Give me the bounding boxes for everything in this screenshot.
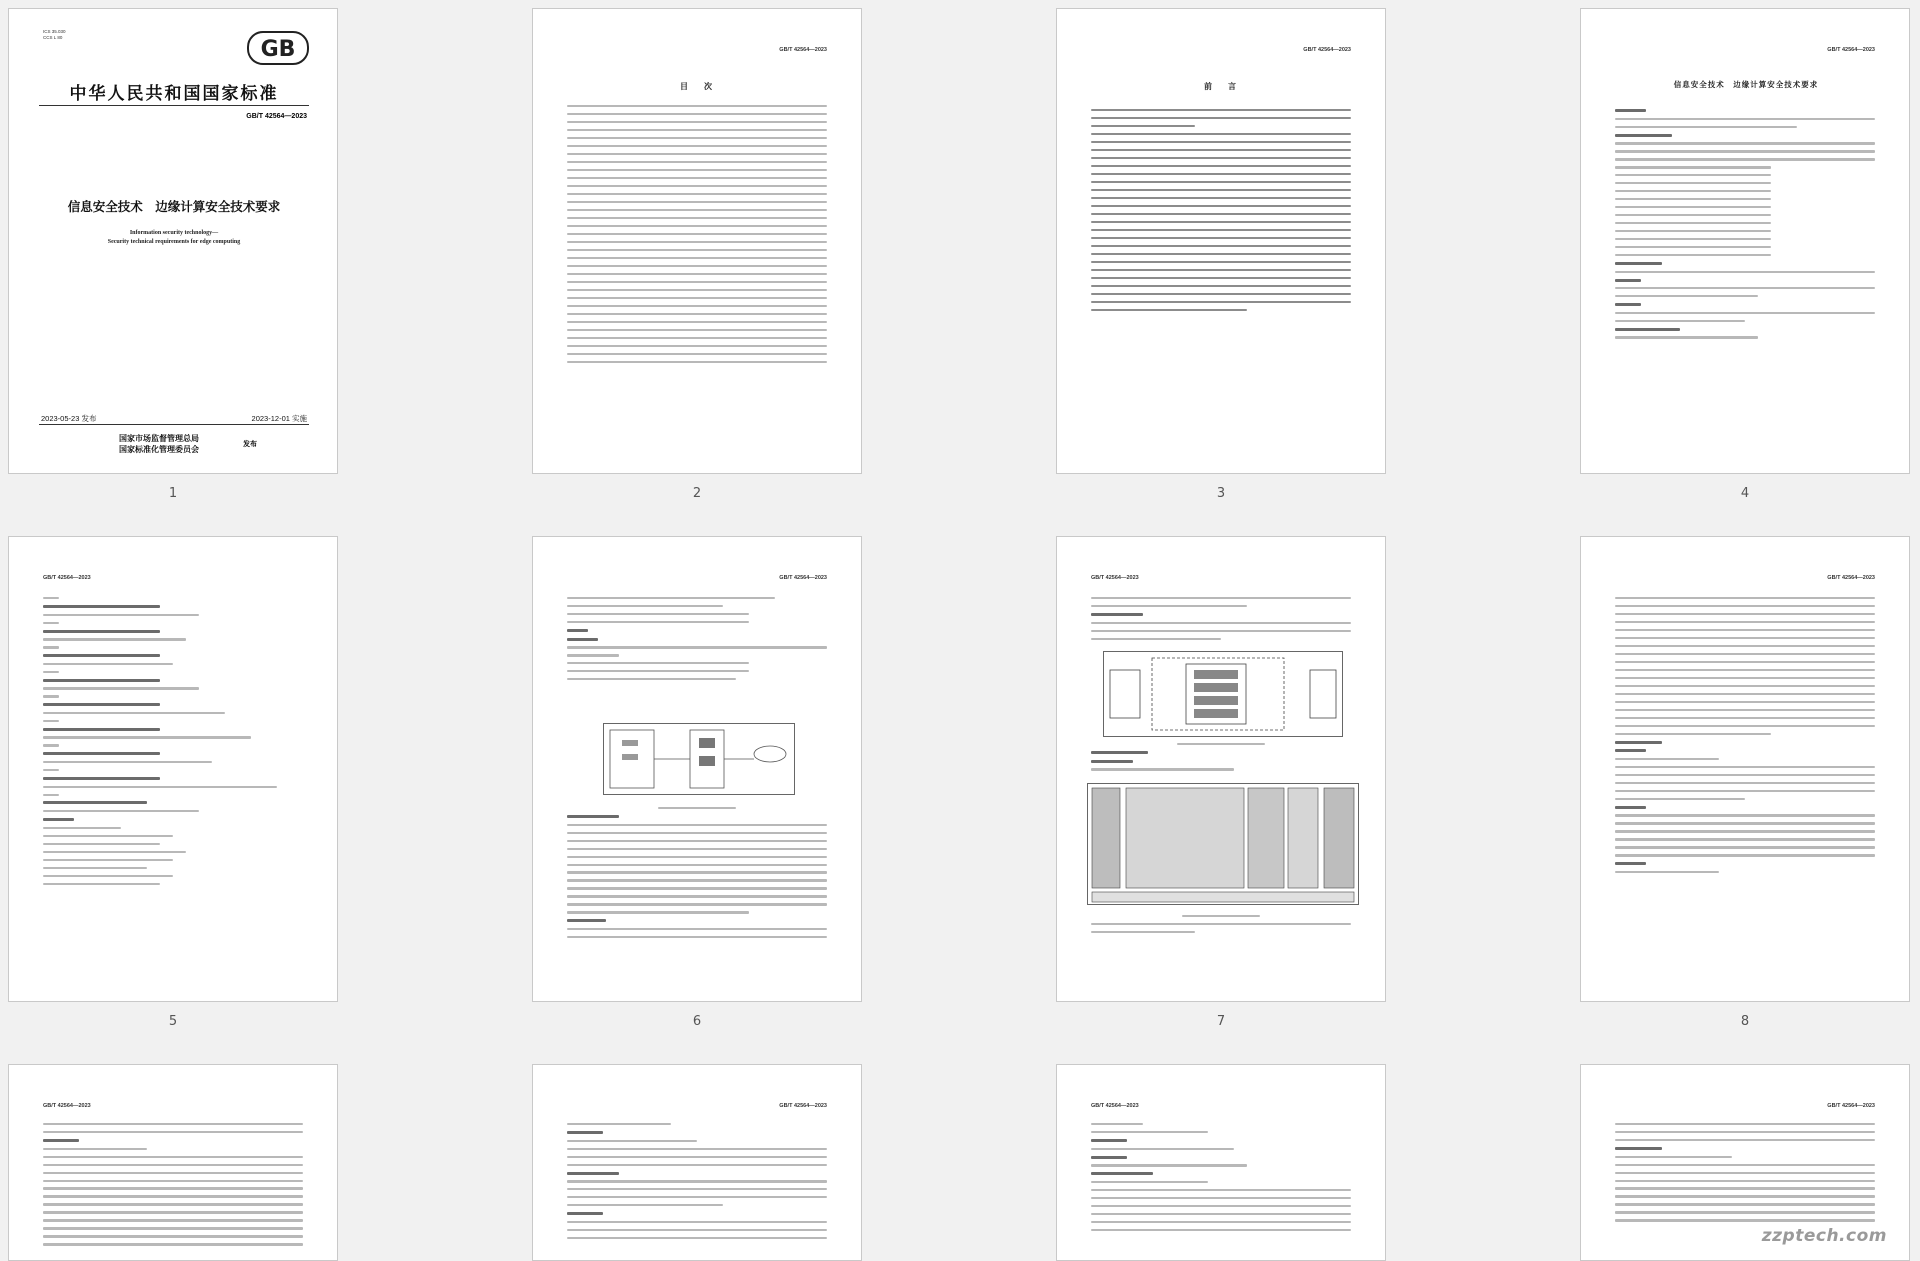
cover-rule-bottom — [39, 424, 309, 425]
svg-text:GB: GB — [260, 37, 296, 62]
page-header-code: GB/T 42564—2023 — [1091, 575, 1139, 581]
framework-lines-mid — [1091, 743, 1351, 776]
watermark: zzptech.com — [1761, 1226, 1887, 1246]
page-number: 8 — [1740, 1014, 1750, 1029]
toc-title: 目 次 — [680, 81, 716, 91]
page-header-code: GB/T 42564—2023 — [43, 1103, 91, 1109]
page-header-code: GB/T 42564—2023 — [1827, 575, 1875, 581]
national-standard-title: 中华人民共和国国家标准 — [69, 84, 279, 104]
page-thumbnail[interactable] — [1056, 1064, 1386, 1261]
page-lines — [43, 1123, 303, 1251]
implement-date: 2023-12-01 实施 — [251, 414, 307, 423]
page-number: 3 — [1216, 486, 1226, 501]
framework-lines-bottom — [1091, 915, 1351, 939]
publish-suffix: 发布 — [243, 439, 257, 448]
overview-lines-top — [567, 597, 827, 686]
gb-logo-icon — [247, 31, 309, 65]
protection-scope-diagram — [1103, 651, 1343, 737]
page-thumbnail[interactable] — [1580, 8, 1910, 474]
page-lines — [1091, 1123, 1351, 1237]
page-thumbnail[interactable] — [532, 8, 862, 474]
publishers: 国家市场监督管理总局 国家标准化管理委员会 — [119, 433, 199, 454]
page-thumbnail[interactable] — [532, 536, 862, 1002]
standard-title-en: Information security technology— Security technical requirements for edge computing — [107, 230, 241, 245]
page-header-code: GB/T 42564—2023 — [1091, 1103, 1139, 1109]
page-thumbnail[interactable] — [8, 536, 338, 1002]
page-thumbnail[interactable] — [1580, 1064, 1910, 1261]
page-thumbnail[interactable] — [8, 1064, 338, 1261]
page-title: 信息安全技术 边缘计算安全技术要求 — [1673, 80, 1819, 89]
publish-date: 2023-05-23 发布 — [41, 414, 97, 423]
architecture-diagram — [603, 723, 795, 795]
page-number: 5 — [168, 1014, 178, 1029]
preface-lines — [1091, 109, 1351, 317]
page-number: 2 — [692, 486, 702, 501]
scope-lines — [1615, 109, 1875, 344]
page-header-code: GB/T 42564—2023 — [779, 47, 827, 53]
requirements-lines — [1615, 597, 1875, 879]
cover-classification: ICS 35.030 CCS L 80 — [43, 29, 66, 40]
framework-lines-top — [1091, 597, 1351, 646]
page-thumbnail[interactable] — [1580, 536, 1910, 1002]
overview-lines-bottom — [567, 807, 827, 944]
page-thumbnail[interactable] — [1056, 8, 1386, 474]
terms-lines — [43, 597, 303, 891]
page-number: 6 — [692, 1014, 702, 1029]
page-thumbnail[interactable] — [532, 1064, 862, 1261]
standard-code: GB/T 42564—2023 — [246, 113, 307, 120]
page-header-code: GB/T 42564—2023 — [43, 575, 91, 581]
page-header-code: GB/T 42564—2023 — [779, 1103, 827, 1109]
security-framework-diagram — [1087, 783, 1359, 905]
page-header-code: GB/T 42564—2023 — [1303, 47, 1351, 53]
page-lines — [567, 1123, 827, 1245]
page-number: 4 — [1740, 486, 1750, 501]
cover-rule-top — [39, 105, 309, 106]
page-header-code: GB/T 42564—2023 — [1827, 47, 1875, 53]
page-header-code: GB/T 42564—2023 — [1827, 1103, 1875, 1109]
preface-title: 前 言 — [1204, 81, 1240, 91]
page-lines — [1615, 1123, 1875, 1227]
page-number: 1 — [168, 486, 178, 501]
page-header-code: GB/T 42564—2023 — [779, 575, 827, 581]
page-thumbnail[interactable] — [1056, 536, 1386, 1002]
standard-title-cn: 信息安全技术 边缘计算安全技术要求 — [67, 199, 281, 214]
toc-lines — [567, 105, 827, 368]
page-thumbnail[interactable] — [8, 8, 338, 474]
page-number: 7 — [1216, 1014, 1226, 1029]
